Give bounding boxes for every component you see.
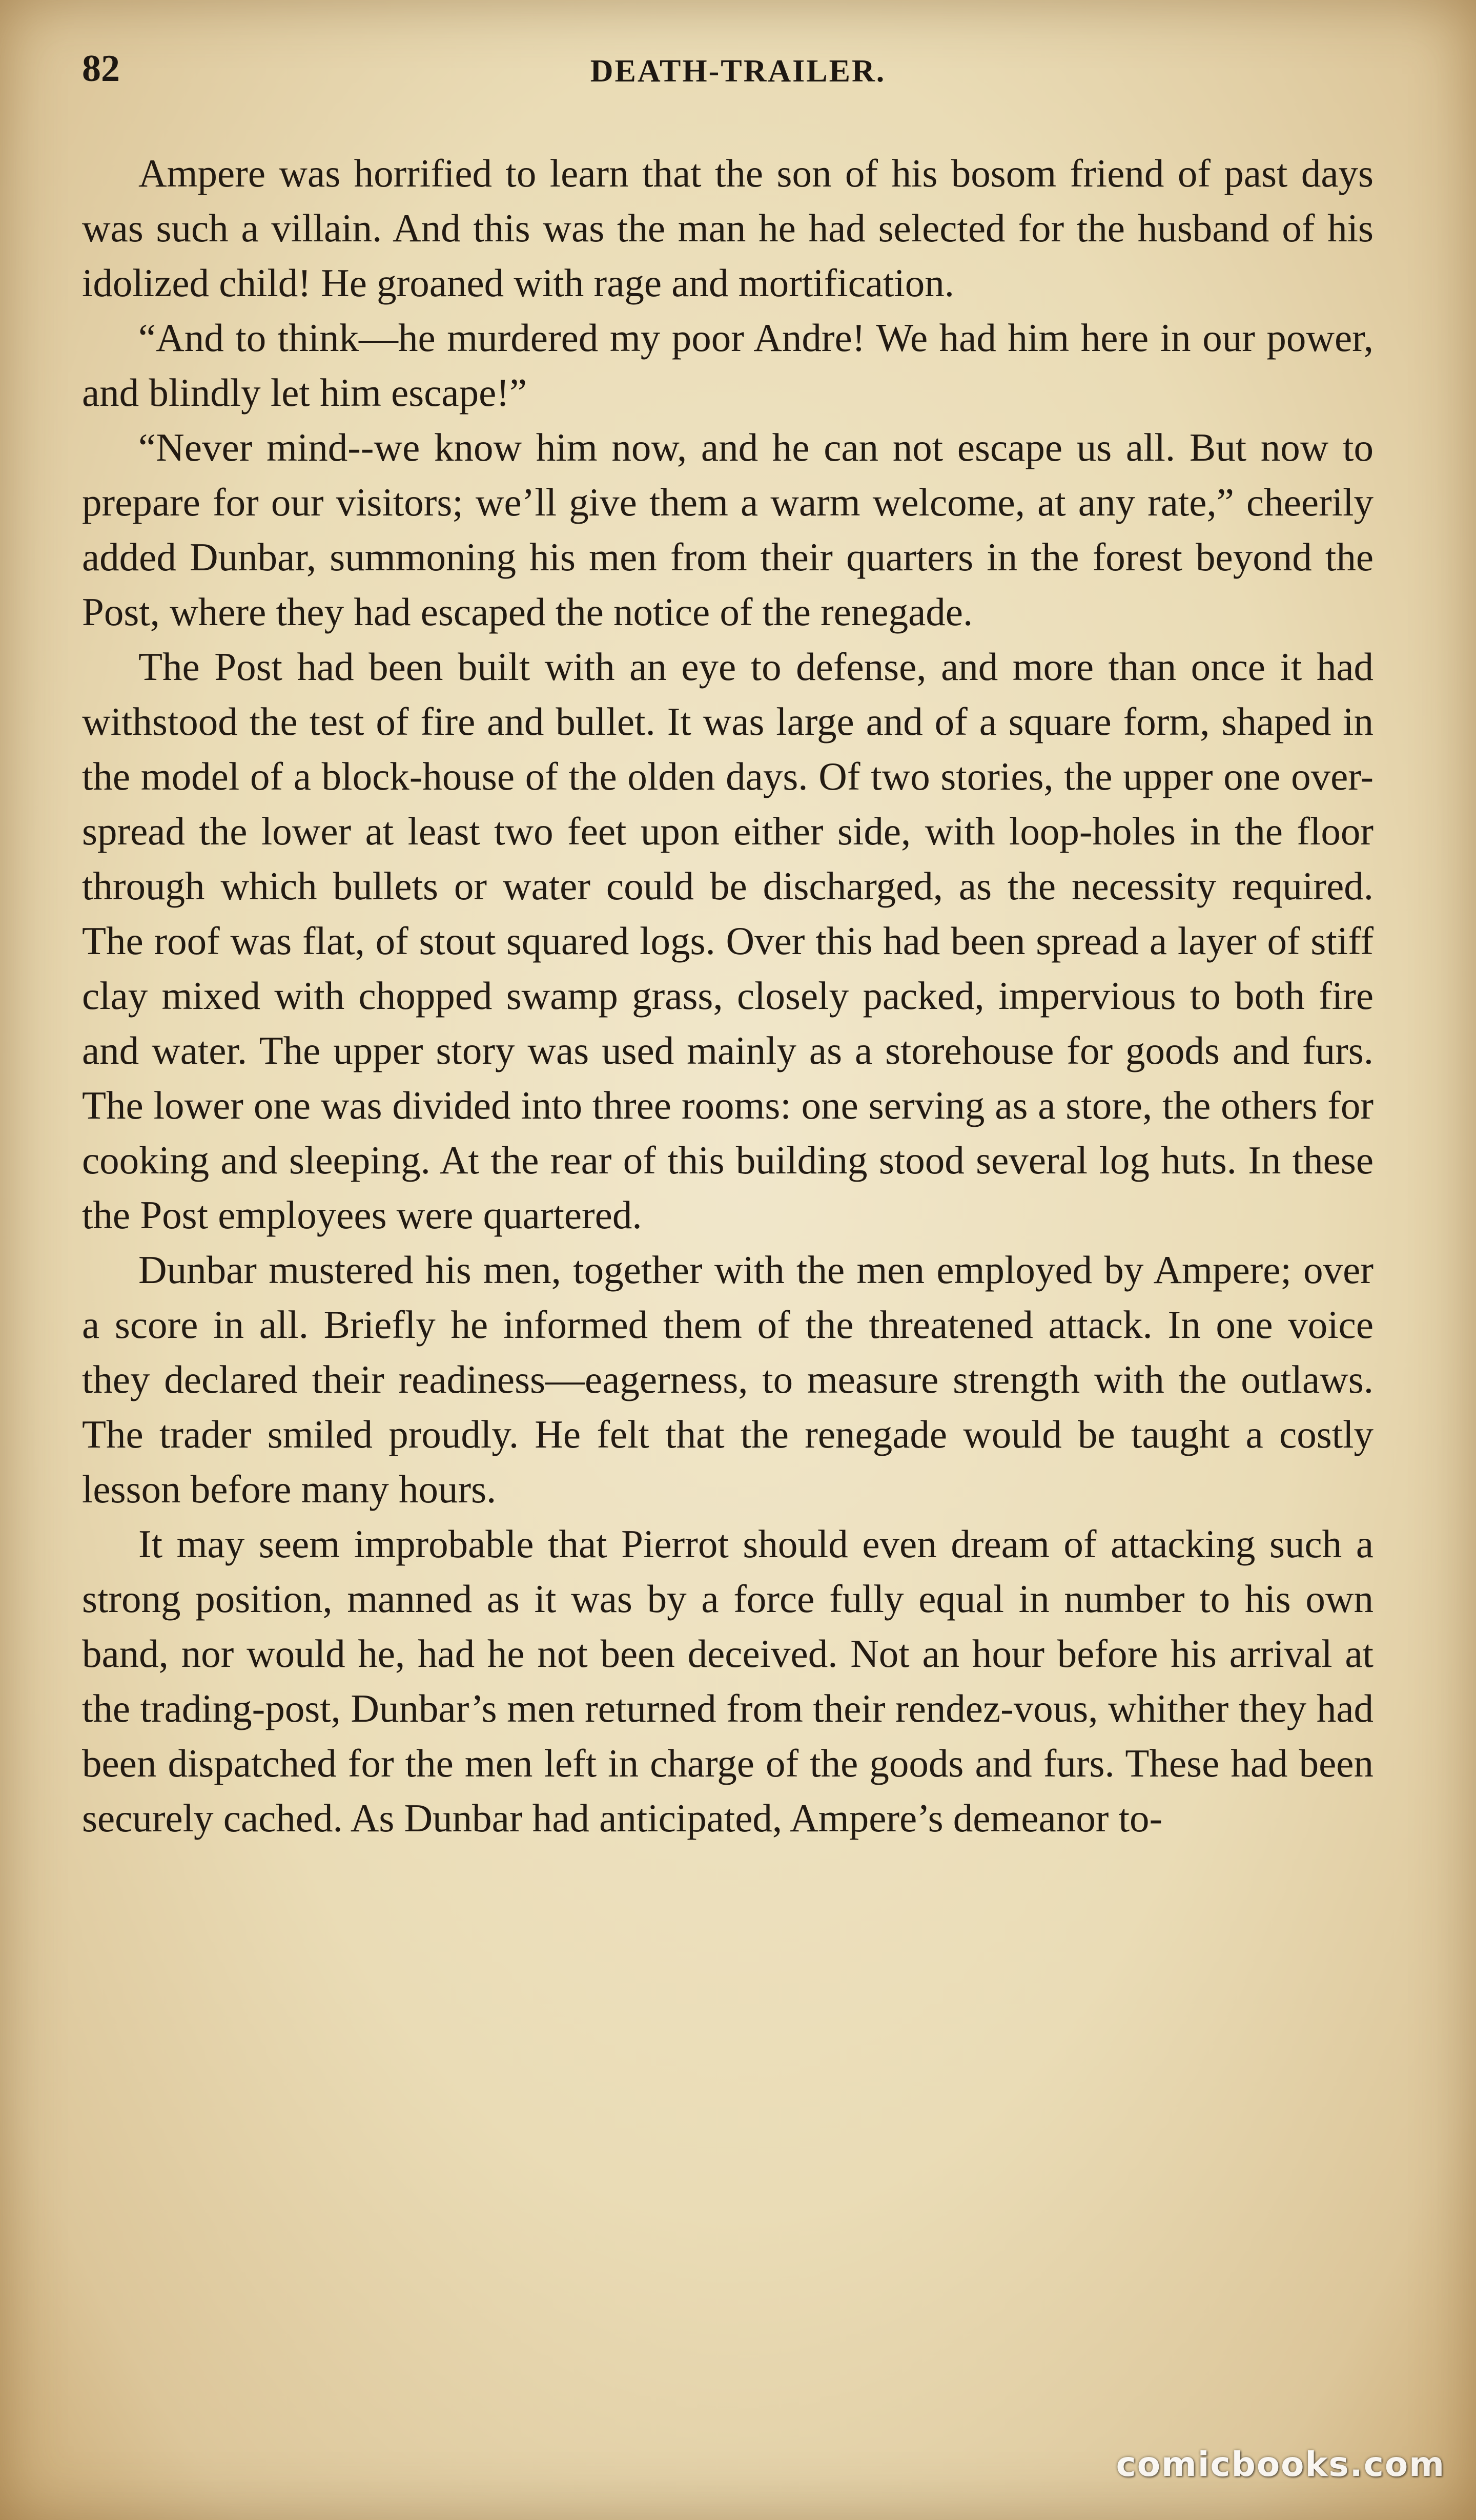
page-header	[82, 47, 1394, 109]
paragraph: It may seem improbable that Pierrot should even dream of attacking such a strong position, manned as it was by a force fully equal in number to his own band, nor would he, had he not been deceived. Not an hour before his arrival at the trading-post, Dunbar’s men returned from their rendez-vous, whither they had been dispatched for the men left in charge of the goods and furs. These had been securely cached. As Dunbar had anticipated, Ampere’s demeanor to-	[82, 1522, 1373, 1840]
paragraph: “And to think—he murdered my poor Andre! We had him here in our power, and blindly let him escape!”	[82, 316, 1373, 415]
running-head: DEATH-TRAILER.	[590, 54, 886, 89]
body-text	[82, 146, 1373, 1846]
paragraph: The Post had been built with an eye to defense, and more than once it had withstood the test of fire and bullet. It was large and of a square form, shaped in the model of a block-house of the olden days. Of two stories, the upper one over-spread the lower at least two feet upon either side, with loop-holes in the floor through which bullets or water could be discharged, as the necessity required. The roof was flat, of stout squared logs. Over this had been spread a layer of stiff clay mixed with chopped swamp grass, closely packed, impervious to both fire and water. The upper story was used mainly as a storehouse for goods and furs. The lower one was divided into three rooms: one serving as a store, the others for cooking and sleeping. At the rear of this building stood several log huts. In these the Post employees were quartered.	[82, 645, 1373, 1237]
page-number: 82	[82, 48, 120, 90]
watermark: comicbooks.com	[1116, 2445, 1445, 2484]
paragraph: “Never mind--we know him now, and he can not escape us all. But now to prepare for our visitors; we’ll give them a warm welcome, at any rate,” cheerily added Dunbar, summoning his men from their quarters in the forest beyond the Post, where they had escaped the notice of the renegade.	[82, 425, 1373, 634]
paragraph: Dunbar mustered his men, together with the men employed by Ampere; over a score in all. Briefly he informed them of the threatened attack. In one voice they declared their readiness—eagerness, to measure strength with the outlaws. The trader smiled proudly. He felt that the renegade would be taught a costly lesson before many hours.	[82, 1248, 1373, 1511]
paragraph: Ampere was horrified to learn that the son of his bosom friend of past days was such a villain. And this was the man he had selected for the husband of his idolized child! He groaned with rage and mortification.	[82, 151, 1373, 305]
